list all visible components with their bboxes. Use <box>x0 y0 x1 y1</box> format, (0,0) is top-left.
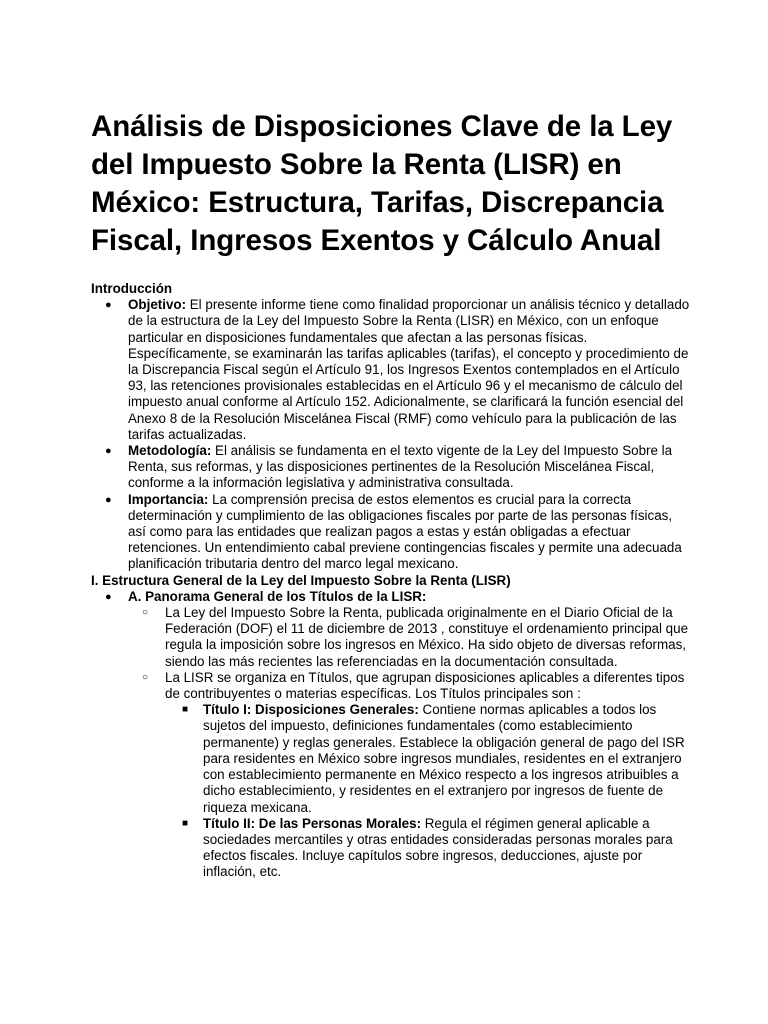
list-item-publicacion <box>91 605 691 670</box>
item-text: La comprensión precisa de estos elementos es crucial para la correcta determinación y cumplimiento de las obligaciones fiscales por parte de las personas físicas, así como para las entidades que realizan pagos a estas y están obligadas a efectuar retenciones. Un entendimiento cabal previene contingencias fiscales y permite una adecuada planificación tributaria dentro del marco legal mexicano. <box>128 491 682 572</box>
filled-circle-bullet-icon: ● <box>105 299 112 312</box>
list-item-objetivo <box>91 297 691 443</box>
sublist <box>128 605 691 880</box>
item-text: La LISR se organiza en Títulos, que agrupan disposiciones aplicables a diferentes tipos de contribuyentes o materias específicas. Los Títulos principales son : <box>165 669 685 702</box>
item-text: La Ley del Impuesto Sobre la Renta, publicada originalmente en el Diario Oficial de la Federación (DOF) el 11 de diciembre de 2013 , constituye el ordenamiento principal que regula la imposición sobre los ingresos en México. Ha sido objeto de diversas reformas, siendo las más recientes las referenciadas en la documentación consultada. <box>165 605 689 669</box>
item-label: Título II: De las Personas Morales: <box>203 815 422 831</box>
document-title: Análisis de Disposiciones Clave de la Ley del Impuesto Sobre la Renta (LISR) en México: Estructura, Tarifas, Discrepancia Fiscal, Ingresos Exentos y Cálculo Anual <box>91 110 673 257</box>
list-item-metodologia <box>91 443 691 492</box>
list-item-titulo-ii <box>91 816 691 881</box>
item-text: El análisis se fundamenta en el texto vigente de la Ley del Impuesto Sobre la Renta, sus reformas, y las disposiciones pertinentes de la Resolución Miscelánea Fiscal, conforme a la información legislativa y administrativa consultada. <box>128 443 673 491</box>
filled-circle-bullet-icon: ● <box>105 590 112 603</box>
item-label: Título I: Disposiciones Generales: <box>203 702 419 718</box>
filled-circle-bullet-icon: ● <box>105 493 112 506</box>
section-heading: I. Estructura General de la Ley del Impuesto Sobre la Renta (LISR) <box>91 572 511 588</box>
intro-heading: Introducción <box>91 281 173 296</box>
filled-square-bullet-icon: ■ <box>182 817 189 829</box>
document-page <box>91 108 691 881</box>
filled-circle-bullet-icon: ● <box>105 445 112 458</box>
item-label: Importancia: <box>128 491 209 507</box>
hollow-circle-bullet-icon: ○ <box>142 671 149 683</box>
item-text: Contiene normas aplicables a todos los sujetos del impuesto, definiciones fundamentales (como establecimiento permanente) y reglas generales. Establece la obligación general de pago del ISR para residentes en México sobre ingresos mundiales, residentes en el extranjero con establecimiento permanente en México respecto a los ingresos atribuibles a dicho establecimiento, y residentes en el extranjero por ingresos de fuente de riqueza mexicana. <box>203 702 685 815</box>
subsection-label: A. Panorama General de los Títulos de la LISR: <box>128 588 427 604</box>
item-label: Metodología: <box>128 443 212 459</box>
intro-list <box>91 297 691 572</box>
item-text: Regula el régimen general aplicable a sociedades mercantiles y otras entidades consideradas personas morales para efectos fiscales. Incluye capítulos sobre ingresos, deducciones, ajuste por inflación, etc. <box>203 815 673 880</box>
section-list <box>91 589 691 881</box>
filled-square-bullet-icon: ■ <box>182 704 189 716</box>
titles-list <box>165 702 691 880</box>
item-label: Objetivo: <box>128 297 187 313</box>
list-item-organizacion <box>91 670 691 881</box>
hollow-circle-bullet-icon: ○ <box>142 607 149 619</box>
list-item-importancia <box>91 492 691 573</box>
item-text: El presente informe tiene como finalidad proporcionar un análisis técnico y detallado de la estructura de la Ley del Impuesto Sobre la Renta (LISR) en México, con un enfoque particular en disposiciones fundamentales que afectan a las personas físicas. Específicamente, se examinarán las tarifas aplicables (tarifas), el concepto y procedimiento de la Discrepancia Fiscal según el Artículo 91, los Ingresos Exentos contemplados en el Artículo 93, las retenciones provisionales establecidas en el Artículo 96 y el mecanismo de cálculo del impuesto anual conforme al Artículo 152. Adicionalmente, se clarificará la función esencial del Anexo 8 de la Resolución Miscelánea Fiscal (RMF) como vehículo para la publicación de las tarifas actualizadas. <box>128 297 690 442</box>
list-item-titulo-i <box>91 702 691 815</box>
list-item-panorama <box>91 589 691 881</box>
